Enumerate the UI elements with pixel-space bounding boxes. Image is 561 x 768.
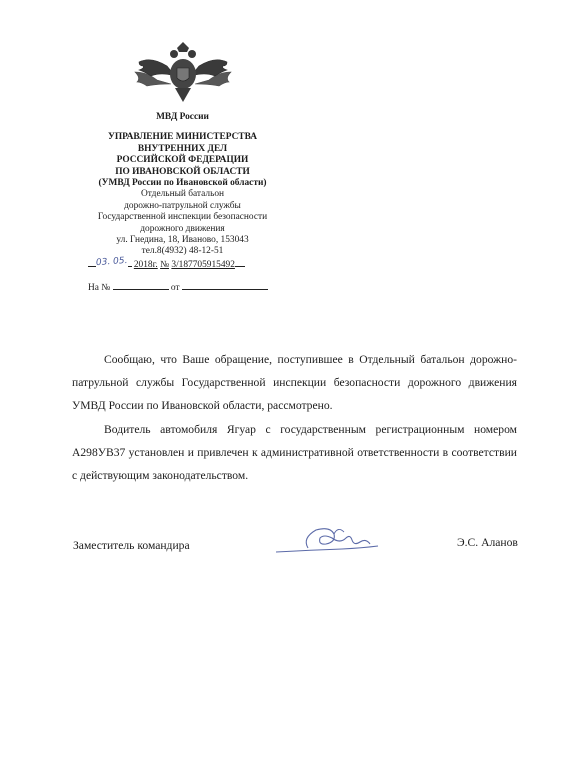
signer-title: Заместитель командира: [73, 539, 190, 552]
double-headed-eagle-emblem-icon: [131, 42, 235, 104]
letterhead-line: ПО ИВАНОВСКОЙ ОБЛАСТИ: [115, 166, 250, 177]
letterhead-line: Отдельный батальон: [140, 189, 225, 200]
letterhead-line: дорожного движения: [140, 223, 225, 234]
body-paragraph-2: Водитель автомобиля Ягуар с государственным регистрационным номером А298УВ37 установлен и привлечен к административной ответственности в соответствии с действующим законодательством.: [72, 423, 517, 482]
handwritten-date: 03. 05.: [95, 255, 128, 269]
registration-line: [88, 255, 288, 270]
signer-name: Э.С. Аланов: [457, 536, 518, 549]
body-paragraph-1: Сообщаю, что Ваше обращение, поступившее в Отдельный батальон дорожно-патрульной службы Государственной инспекции безопасности дорожного движения УМВД России по Ивановской области, рассмотрено.: [72, 353, 517, 412]
letterhead-phone: тел.8(4932) 48-12-51: [141, 246, 224, 257]
reference-date-blank: [182, 281, 268, 290]
letterhead-line: УПРАВЛЕНИЕ МИНИСТЕРСТВА: [107, 132, 258, 143]
letterhead-line: РОССИЙСКОЙ ФЕДЕРАЦИИ: [116, 155, 249, 166]
registration-number: 3/187705915492: [171, 260, 235, 270]
reference-label: На №: [88, 283, 111, 293]
letterhead: [60, 112, 305, 258]
letterhead-line: Государственной инспекции безопасности: [97, 212, 268, 223]
registration-year: 2018г.: [133, 260, 158, 270]
letterhead-address: ул. Гнедина, 18, Иваново, 153043: [116, 235, 249, 246]
letterhead-line: дорожно-патрульной службы: [124, 200, 241, 211]
registration-number-label: №: [160, 260, 170, 270]
reference-line: [88, 281, 288, 293]
letterhead-line: ВНУТРЕННИХ ДЕЛ: [137, 143, 228, 154]
letterhead-line: (УМВД России по Ивановской области): [98, 178, 267, 189]
reference-from-label: от: [170, 283, 180, 293]
reference-number-blank: [113, 281, 169, 290]
ministry-name: МВД России: [156, 112, 209, 122]
handwritten-signature-icon: [272, 520, 382, 560]
